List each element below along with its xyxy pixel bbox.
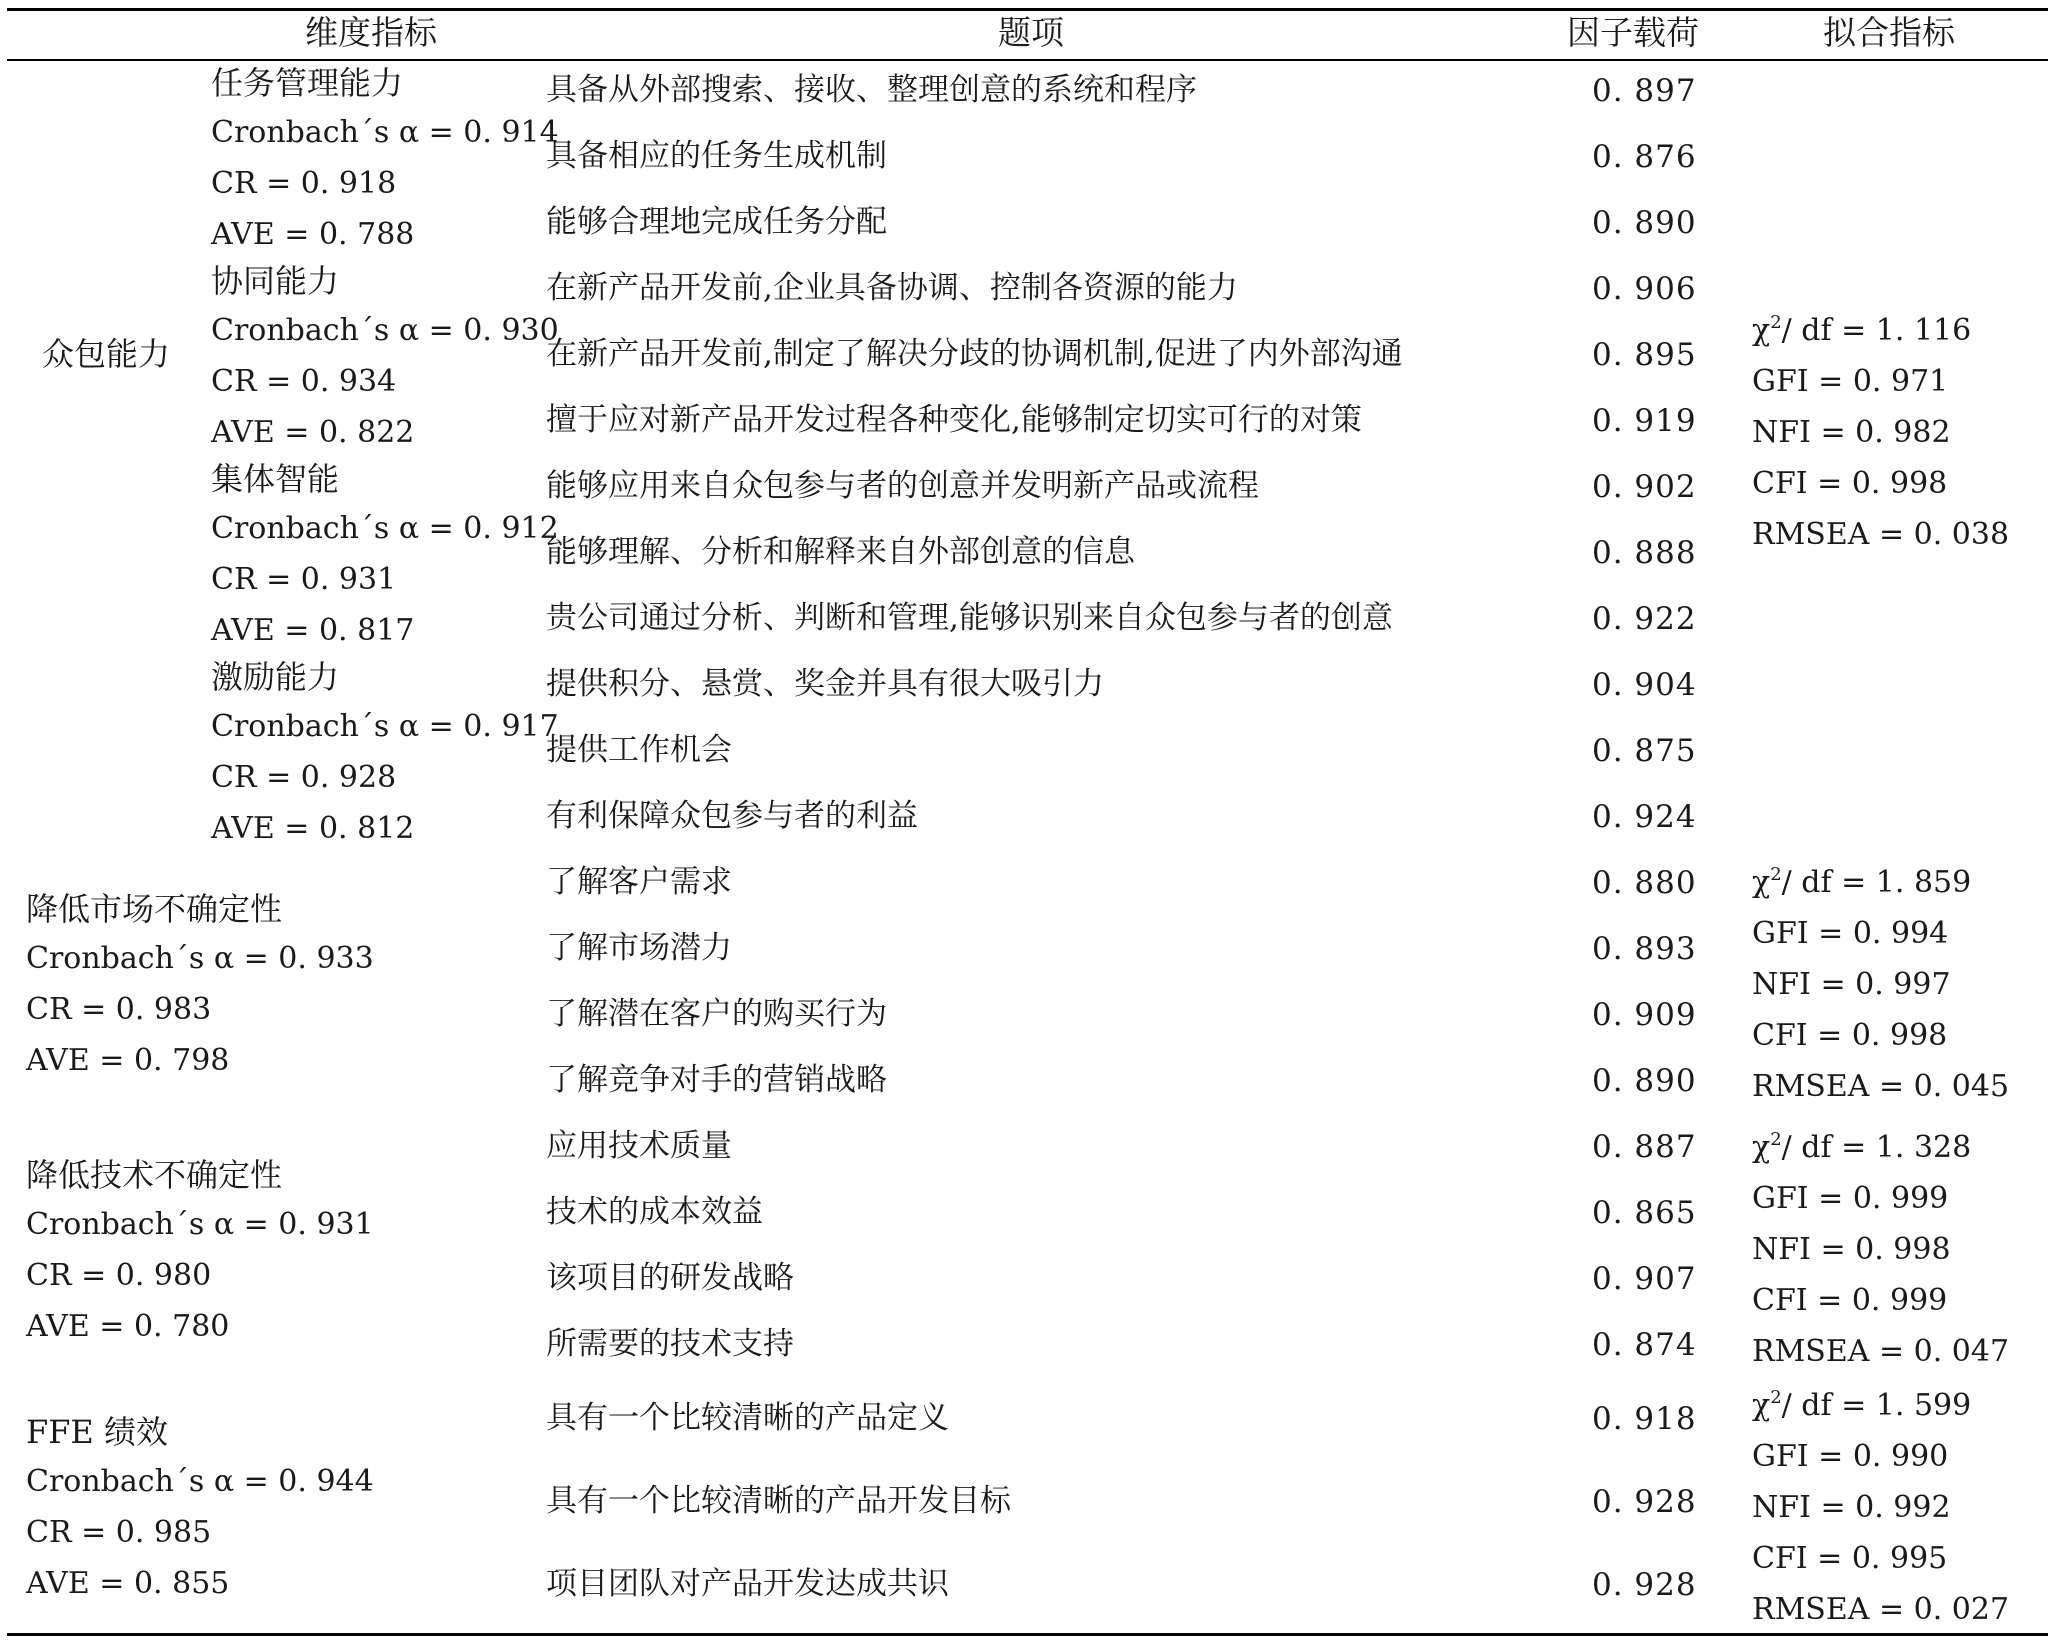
dimension-cr-market: CR = 0. 983 (26, 992, 212, 1027)
item-text: 具有一个比较清晰的产品开发目标 (546, 1483, 1011, 1519)
subdimension-cr: CR = 0. 918 (211, 166, 397, 201)
subdimension-name: 协同能力 (211, 262, 340, 300)
item-text: 具有一个比较清晰的产品定义 (546, 1400, 949, 1436)
fit-gfi: GFI = 0. 994 (1752, 916, 1949, 951)
subdimension-name: 激励能力 (211, 658, 340, 696)
chi-symbol: χ (1752, 1388, 1771, 1423)
item-text: 具备相应的任务生成机制 (546, 138, 887, 174)
fit-cfi: CFI = 0. 998 (1752, 1018, 1948, 1053)
chi-ratio: / df = 1. 859 (1781, 865, 1972, 900)
dimension-name-ffe: FFE 绩效 (26, 1413, 168, 1451)
item-loading: 0. 880 (1592, 865, 1697, 901)
item-text: 在新产品开发前,制定了解决分歧的协调机制,促进了内外部沟通 (546, 336, 1403, 372)
chi-ratio: / df = 1. 328 (1781, 1130, 1972, 1165)
fit-chi-square (1752, 864, 1972, 900)
table-header-rule (7, 59, 2048, 61)
header-item: 题项 (998, 13, 1064, 52)
item-loading: 0. 888 (1592, 535, 1697, 571)
item-loading: 0. 928 (1592, 1484, 1697, 1520)
item-loading: 0. 895 (1592, 337, 1697, 373)
table-top-rule (7, 8, 2048, 11)
subdimension-alpha: Cronbach´s α = 0. 912 (211, 511, 559, 546)
header-fit: 拟合指标 (1823, 13, 1955, 52)
header-loading: 因子载荷 (1567, 13, 1699, 52)
table-bottom-rule (7, 1633, 2048, 1636)
item-text: 了解市场潜力 (546, 930, 732, 966)
item-loading: 0. 918 (1592, 1401, 1697, 1437)
chi-symbol: χ (1752, 313, 1771, 348)
dimension-alpha-market: Cronbach´s α = 0. 933 (26, 941, 374, 976)
item-text: 该项目的研发战略 (546, 1260, 794, 1296)
item-loading: 0. 906 (1592, 271, 1697, 307)
fit-nfi: NFI = 0. 998 (1752, 1232, 1951, 1267)
item-loading: 0. 924 (1592, 799, 1697, 835)
fit-cfi: CFI = 0. 995 (1752, 1541, 1948, 1576)
subdimension-ave: AVE = 0. 788 (211, 217, 415, 252)
item-loading: 0. 893 (1592, 931, 1697, 967)
fit-gfi: GFI = 0. 999 (1752, 1181, 1949, 1216)
item-text: 项目团队对产品开发达成共识 (546, 1566, 949, 1602)
item-text: 应用技术质量 (546, 1128, 732, 1164)
fit-nfi: NFI = 0. 997 (1752, 967, 1951, 1002)
item-loading: 0. 874 (1592, 1327, 1697, 1363)
item-loading: 0. 887 (1592, 1129, 1697, 1165)
item-text: 所需要的技术支持 (546, 1326, 794, 1362)
item-loading: 0. 907 (1592, 1261, 1697, 1297)
fit-rmsea: RMSEA = 0. 038 (1752, 517, 2010, 552)
item-text: 能够合理地完成任务分配 (546, 204, 887, 240)
fit-chi-square (1752, 312, 1972, 348)
item-loading: 0. 928 (1592, 1567, 1697, 1603)
dimension-cr-tech: CR = 0. 980 (26, 1258, 212, 1293)
dimension-ave-tech: AVE = 0. 780 (26, 1309, 230, 1344)
fit-cfi: CFI = 0. 998 (1752, 466, 1948, 501)
item-text: 贵公司通过分析、判断和管理,能够识别来自众包参与者的创意 (546, 600, 1393, 636)
fit-rmsea: RMSEA = 0. 027 (1752, 1592, 2010, 1627)
item-text: 能够理解、分析和解释来自外部创意的信息 (546, 534, 1135, 570)
item-text: 了解客户需求 (546, 864, 732, 900)
item-text: 有利保障众包参与者的利益 (546, 798, 918, 834)
subdimension-name: 任务管理能力 (211, 64, 404, 102)
item-text: 擅于应对新产品开发过程各种变化,能够制定切实可行的对策 (546, 402, 1362, 438)
item-text: 提供积分、悬赏、奖金并具有很大吸引力 (546, 666, 1104, 702)
header-dimension: 维度指标 (305, 13, 437, 52)
chi-superscript: 2 (1770, 312, 1782, 333)
fit-rmsea: RMSEA = 0. 047 (1752, 1334, 2010, 1369)
item-loading: 0. 890 (1592, 205, 1697, 241)
chi-superscript: 2 (1770, 1387, 1782, 1408)
chi-symbol: χ (1752, 865, 1771, 900)
item-loading: 0. 890 (1592, 1063, 1697, 1099)
item-loading: 0. 919 (1592, 403, 1697, 439)
fit-nfi: NFI = 0. 992 (1752, 1490, 1951, 1525)
item-loading: 0. 876 (1592, 139, 1697, 175)
fit-cfi: CFI = 0. 999 (1752, 1283, 1948, 1318)
dimension-cr-ffe: CR = 0. 985 (26, 1515, 212, 1550)
item-text: 了解潜在客户的购买行为 (546, 996, 887, 1032)
dimension-alpha-tech: Cronbach´s α = 0. 931 (26, 1207, 374, 1242)
item-loading: 0. 922 (1592, 601, 1697, 637)
chi-symbol: χ (1752, 1130, 1771, 1165)
subdimension-ave: AVE = 0. 812 (211, 811, 415, 846)
item-text: 了解竞争对手的营销战略 (546, 1062, 887, 1098)
subdimension-cr: CR = 0. 934 (211, 364, 397, 399)
item-loading: 0. 875 (1592, 733, 1697, 769)
subdimension-alpha: Cronbach´s α = 0. 914 (211, 115, 559, 150)
subdimension-ave: AVE = 0. 822 (211, 415, 415, 450)
subdimension-alpha: Cronbach´s α = 0. 930 (211, 313, 559, 348)
item-loading: 0. 902 (1592, 469, 1697, 505)
subdimension-cr: CR = 0. 931 (211, 562, 397, 597)
fit-nfi: NFI = 0. 982 (1752, 415, 1951, 450)
item-text: 在新产品开发前,企业具备协调、控制各资源的能力 (546, 270, 1238, 306)
subdimension-ave: AVE = 0. 817 (211, 613, 415, 648)
fit-gfi: GFI = 0. 990 (1752, 1439, 1949, 1474)
dimension-ave-market: AVE = 0. 798 (26, 1043, 230, 1078)
item-loading: 0. 897 (1592, 73, 1697, 109)
dimension-name-market: 降低市场不确定性 (26, 890, 283, 928)
item-loading: 0. 904 (1592, 667, 1697, 703)
group-label-crowdsourcing: 众包能力 (42, 335, 171, 373)
item-text: 提供工作机会 (546, 732, 732, 768)
dimension-name-tech: 降低技术不确定性 (26, 1156, 283, 1194)
fit-chi-square (1752, 1387, 1972, 1423)
dimension-ave-ffe: AVE = 0. 855 (26, 1566, 230, 1601)
item-text: 能够应用来自众包参与者的创意并发明新产品或流程 (546, 468, 1259, 504)
subdimension-name: 集体智能 (211, 460, 340, 498)
item-text: 具备从外部搜索、接收、整理创意的系统和程序 (546, 72, 1197, 108)
chi-superscript: 2 (1770, 864, 1782, 885)
fit-rmsea: RMSEA = 0. 045 (1752, 1069, 2010, 1104)
dimension-alpha-ffe: Cronbach´s α = 0. 944 (26, 1464, 374, 1499)
item-loading: 0. 865 (1592, 1195, 1697, 1231)
chi-superscript: 2 (1770, 1129, 1782, 1150)
chi-ratio: / df = 1. 116 (1781, 313, 1972, 348)
item-loading: 0. 909 (1592, 997, 1697, 1033)
subdimension-cr: CR = 0. 928 (211, 760, 397, 795)
subdimension-alpha: Cronbach´s α = 0. 917 (211, 709, 559, 744)
chi-ratio: / df = 1. 599 (1781, 1388, 1972, 1423)
fit-gfi: GFI = 0. 971 (1752, 364, 1949, 399)
fit-chi-square (1752, 1129, 1972, 1165)
item-text: 技术的成本效益 (546, 1194, 763, 1230)
